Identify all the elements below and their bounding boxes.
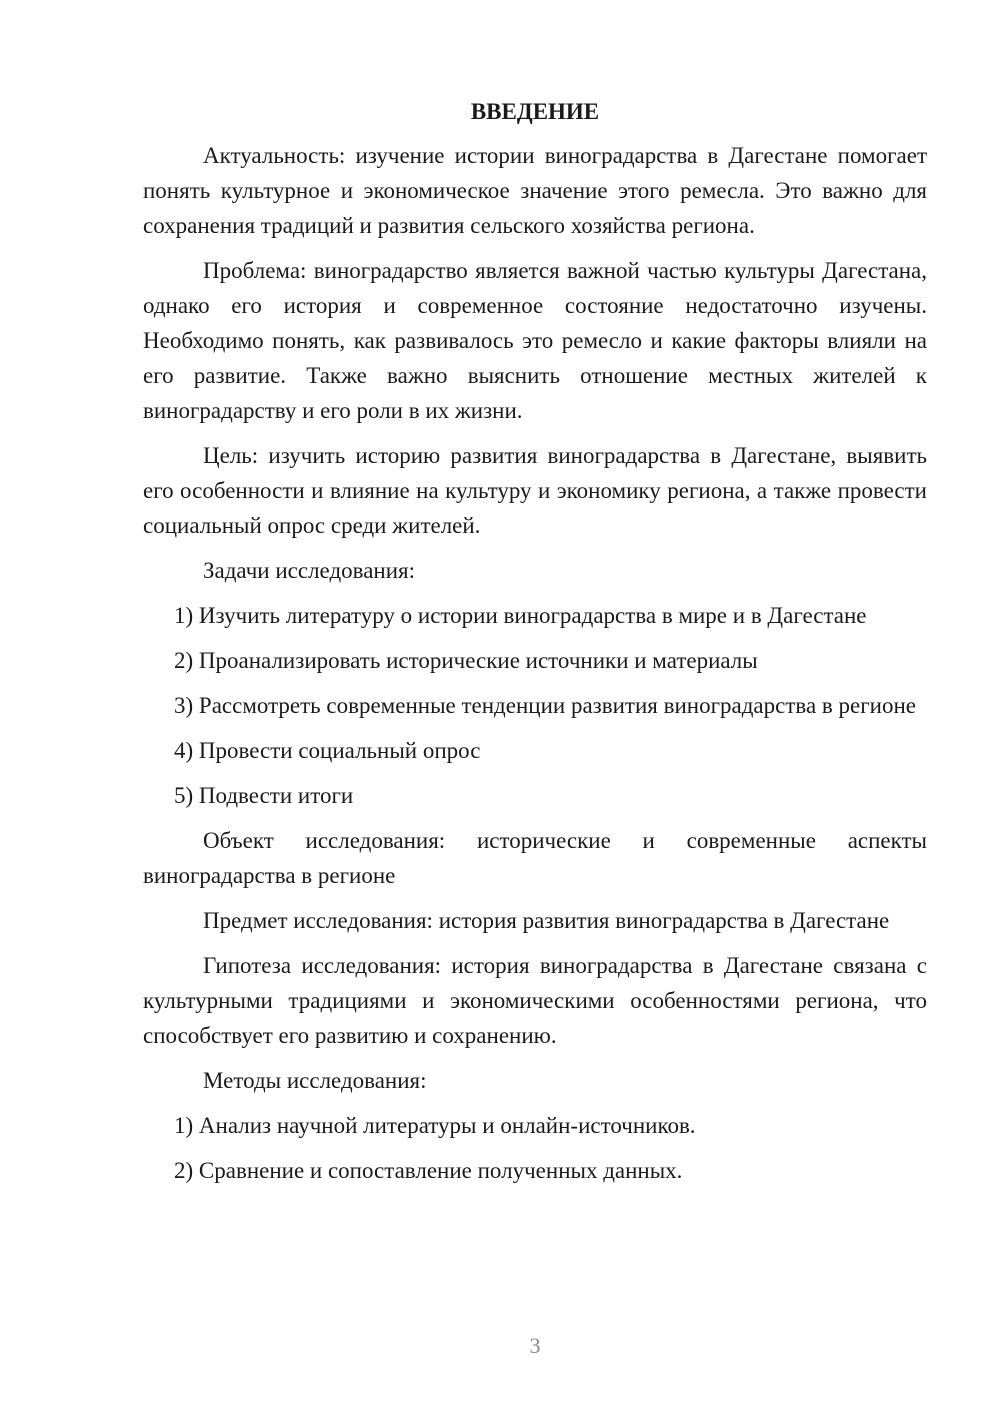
task-item-1: 1) Изучить литературу о истории виноградарства в мире и в Дагестане: [174, 603, 867, 628]
task-item-4: 4) Провести социальный опрос: [174, 738, 481, 763]
method-item-2: 2) Сравнение и сопоставление полученных данных.: [174, 1158, 683, 1183]
page-number: 3: [529, 1333, 541, 1358]
document-page: [143, 94, 927, 1198]
problem-paragraph: Проблема: виноградарство является важной частью культуры Дагестана, однако его история и современное состояние недостаточно изучены. Необходимо понять, как развивалось это ремесло и какие факторы влияли на его развитие. Также важно выяснить отношение местных жителей к виноградарству и его роли в их жизни.: [143, 258, 927, 423]
task-item-2: 2) Проанализировать исторические источники и материалы: [174, 648, 758, 673]
page-title: ВВЕДЕНИЕ: [470, 99, 600, 124]
task-item-3: 3) Рассмотреть современные тенденции развития виноградарства в регионе: [174, 693, 916, 718]
hypothesis-paragraph: Гипотеза исследования: история виноградарства в Дагестане связана с культурными традициями и экономическими особенностями региона, что способствует его развитию и сохранению.: [143, 953, 927, 1048]
methods-title: Методы исследования:: [203, 1068, 427, 1093]
tasks-title: Задачи исследования:: [203, 558, 416, 583]
goal-paragraph: Цель: изучить историю развития виноградарства в Дагестане, выявить его особенности и влияние на культуру и экономику региона, а также провести социальный опрос среди жителей.: [143, 443, 927, 538]
task-item-5: 5) Подвести итоги: [174, 783, 354, 808]
method-item-1: 1) Анализ научной литературы и онлайн-источников.: [174, 1113, 696, 1138]
subject-paragraph: Предмет исследования: история развития виноградарства в Дагестане: [203, 908, 890, 933]
object-paragraph: Объект исследования: исторические и современные аспекты виноградарства в регионе: [143, 828, 927, 888]
relevance-paragraph: Актуальность: изучение истории виноградарства в Дагестане помогает понять культурное и экономическое значение этого ремесла. Это важно для сохранения традиций и развития сельского хозяйства региона.: [143, 143, 927, 238]
